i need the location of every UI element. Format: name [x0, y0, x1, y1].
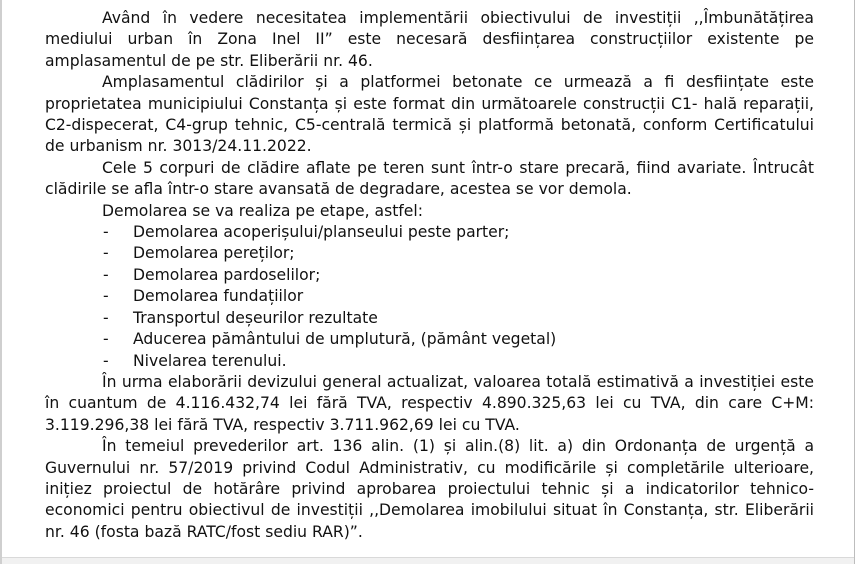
list-item	[103, 265, 814, 286]
list-item	[103, 308, 814, 329]
list-item	[103, 286, 814, 307]
paragraph-building-condition: Cele 5 corpuri de clădire aflate pe teren sunt într-o stare precară, fiind avariate. Întrucât clădirile se afla într-o stare avansată de degradare, acestea se vor demola.	[45, 158, 814, 199]
list-dash: -	[103, 351, 109, 370]
paragraph-investment-objective: Având în vedere necesitatea implementării obiectivului de investiții ,,Îmbunătățirea mediului urban în Zona Inel II” este necesară desființarea construcțiilor existente pe amplasamentul de pe str. Eliberării nr. 46.	[45, 9, 814, 70]
list-dash: -	[103, 330, 109, 349]
list-item-text: Demolarea fundațiilor	[133, 287, 304, 306]
paragraph-demolition-stages: Demolarea se va realiza pe etape, astfel:	[102, 201, 423, 220]
list-item	[103, 351, 814, 372]
list-item-text: Aducerea pământului de umplutură, (pământ vegetal)	[133, 330, 557, 349]
list-dash: -	[103, 223, 109, 242]
list-item-text: Demolarea pereților;	[133, 244, 295, 263]
list-item	[103, 243, 814, 264]
list-item-text: Demolarea pardoselilor;	[133, 265, 321, 284]
list-item-text: Demolarea acoperișului/planseului peste parter;	[133, 223, 510, 242]
demolition-stage-list	[45, 222, 814, 372]
paragraph-estimated-value: În urma elaborării devizului general actualizat, valoarea totală estimativă a investiției este în cuantum de 4.116.432,74 lei fără TVA, respectiv 4.890.325,63 lei cu TVA, din care C+M: 3.119.296,38 lei fără TVA, respectiv 3.711.962,69 lei cu TVA.	[45, 372, 814, 434]
list-item-text: Nivelarea terenului.	[133, 351, 287, 370]
document-body	[45, 8, 814, 543]
list-item	[103, 222, 814, 243]
list-dash: -	[103, 308, 109, 327]
list-item	[103, 329, 814, 350]
list-dash: -	[103, 287, 109, 306]
list-dash: -	[103, 244, 109, 263]
list-item-text: Transportul deșeurilor rezultate	[133, 308, 378, 327]
paragraph-legal-basis: În temeiul prevederilor art. 136 alin. (1) și alin.(8) lit. a) din Ordonanța de urgență a Guvernului nr. 57/2019 privind Codul Administrativ, cu modificările și completările ulterioare, inițiez proiectul de hotărâre privind aprobarea proiectului tehnic și a indicatorilor tehnico-economici pentru obiectivul de investiții ,,Demolarea imobilului situat în Constanța, str. Eliberării nr. 46 (fosta bază RATC/fost sediu RAR)”.	[45, 437, 814, 541]
list-dash: -	[103, 265, 109, 284]
page-bottom-edge	[2, 557, 854, 564]
paragraph-site-description: Amplasamentul clădirilor și a platformei betonate ce urmează a fi desființate este proprietatea municipiului Constanța și este format din următoarele construcții C1- hală reparații, C2-dispecerat, C4-grup tehnic, C5-centrală termică și platformă betonată, conform Certificatului de urbanism nr. 3013/24.11.2022.	[45, 73, 814, 156]
